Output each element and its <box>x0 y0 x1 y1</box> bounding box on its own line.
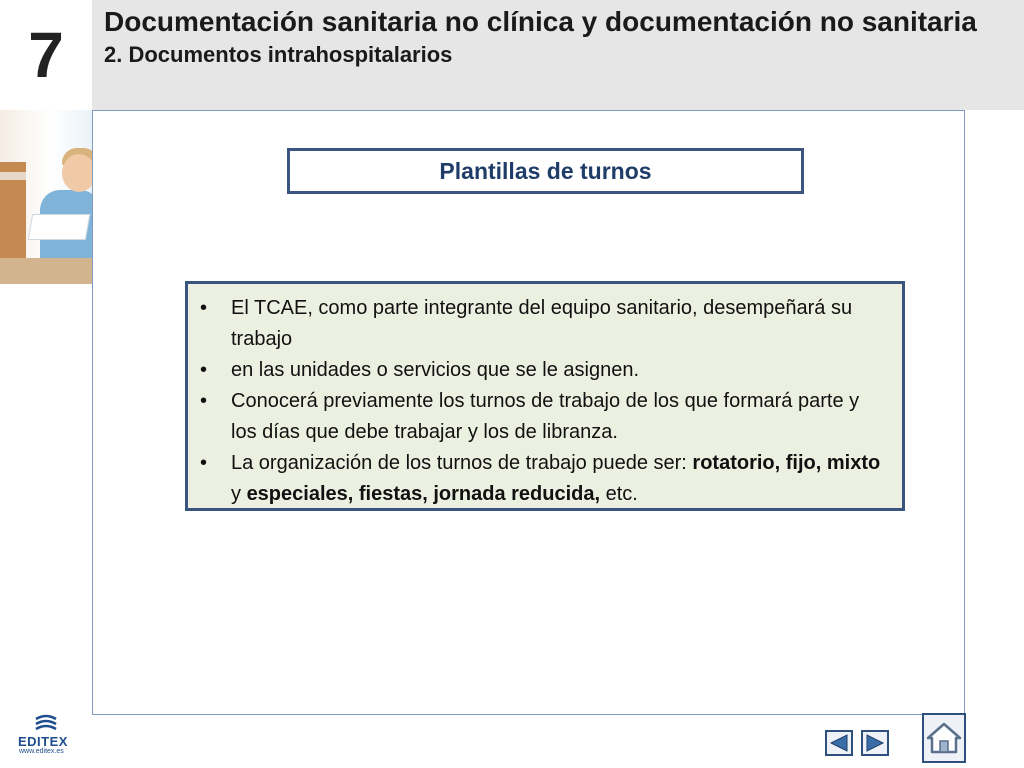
triangle-left-icon <box>829 734 849 752</box>
bullet-text: en las unidades o servicios que se le asignen. <box>231 359 640 381</box>
bullet-box <box>185 281 905 511</box>
bullet-text: etc. <box>600 483 638 505</box>
nurse-photo <box>0 110 92 284</box>
title-block <box>104 2 1004 70</box>
section-title: Plantillas de turnos <box>439 157 652 184</box>
editex-logo-icon <box>32 714 60 732</box>
bullet-text: El TCAE, como parte integrante del equipo sanitario, desempeñará su trabajo <box>231 297 853 350</box>
section-title-box <box>287 148 804 194</box>
next-slide-button[interactable] <box>861 730 889 756</box>
bullet-text: Conocerá previamente los turnos de trabajo de los que formará parte y los días que debe trabajar y los de libranza. <box>231 390 860 443</box>
bullet-text: y <box>231 483 247 505</box>
editex-logo <box>18 714 74 760</box>
bullet-item <box>198 448 890 510</box>
bullet-list <box>198 293 890 510</box>
triangle-right-icon <box>865 734 885 752</box>
bullet-item <box>198 355 890 386</box>
home-button[interactable] <box>922 713 966 763</box>
chapter-number: 7 <box>28 19 64 91</box>
bullet-item <box>198 293 890 355</box>
page-subtitle: 2. Documentos intrahospitalarios <box>104 42 453 67</box>
bullet-text: La organización de los turnos de trabajo puede ser: <box>231 452 693 474</box>
bullet-bold-text: rotatorio, fijo, mixto <box>692 452 881 474</box>
house-icon <box>926 721 962 755</box>
logo-url: www.editex.es <box>19 748 64 755</box>
page-title: Documentación sanitaria no clínica y documentación no sanitaria <box>104 6 977 37</box>
bullet-item <box>198 386 890 448</box>
previous-slide-button[interactable] <box>825 730 853 756</box>
logo-name: EDITEX <box>18 734 68 749</box>
bullet-bold-text: especiales, fiestas, jornada reducida, <box>246 483 601 505</box>
